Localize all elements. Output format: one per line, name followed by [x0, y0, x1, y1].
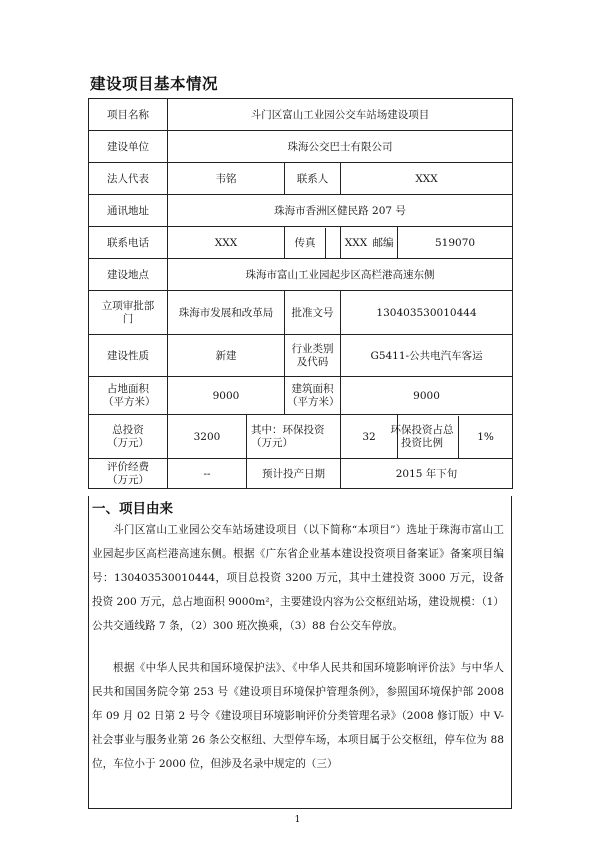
paragraph: 斗门区富山工业园公交车站场建设项目（以下简称“本项目”）选址于珠海市富山工业园起步区高栏港高速东侧。根据《广东省企业基本建设投资项目备案证》备案项目编号：130403530010444，项目总投资 3200 万元，其中土建投资 3000 万元，设备投资 200 万元，总占地面积 9000m²，主要建设内容为公交枢纽站场，建设规模：（1）公共交通线路 7 条，（2）300 班次换乘，（3）88 台公交车停放。 — [92, 524, 505, 632]
table-row — [89, 195, 513, 227]
building-area-label: 建筑面积（平方米） — [285, 377, 341, 415]
env-invest-value: 32 — [341, 415, 398, 459]
project-name-label: 项目名称 — [89, 99, 168, 131]
table-row — [89, 335, 513, 377]
unit-label: 建设单位 — [89, 131, 168, 163]
project-info-table — [88, 98, 513, 489]
fax-label: 传真 — [285, 228, 326, 258]
operation-date-value: 2015 年下旬 — [341, 459, 513, 489]
contact-value: XXX — [341, 163, 513, 195]
approval-dept-value: 珠海市发展和改革局 — [168, 291, 285, 335]
fax-cell — [285, 227, 368, 259]
approval-no-value: 130403530010444 — [341, 291, 513, 335]
table-row — [89, 377, 513, 415]
env-ratio-value: 1% — [477, 430, 494, 443]
paragraph: 根据《中华人民共和国环境保护法》、《中华人民共和国环境影响评价法》与中华人民共和国国务院令第 253 号《建设项目环境保护管理条例》，参照国环境保护部 2008 年 09 月 02 日第 2 号令《建设项目环境影响评价分类管理名录》（2008 修订版）中 V-社会事业与服务业第 26 条公交枢纽、大型停车场，本项目属于公交枢纽，停车位为 88 位，车位小于 2000 位，但涉及名录中规定的（三） — [92, 662, 504, 770]
eval-fee-value: -- — [168, 459, 247, 489]
table-row — [89, 131, 513, 163]
legal-rep-value: 韦铭 — [168, 163, 285, 195]
project-name-value: 斗门区富山工业园公交车站场建设项目 — [168, 99, 513, 131]
total-invest-label: 总投资（万元） — [89, 415, 168, 459]
fax-value: XXX — [344, 236, 368, 249]
table-row — [89, 163, 513, 195]
table-row — [89, 415, 513, 459]
site-value: 珠海市富山工业园起步区高栏港高速东侧 — [168, 259, 513, 291]
page-number: 1 — [294, 815, 301, 825]
postcode-value: 519070 — [398, 227, 513, 259]
page-title: 建设项目基本情况 — [90, 75, 219, 93]
approval-dept-label: 立项审批部门 — [89, 291, 168, 335]
contact-label: 联系人 — [285, 163, 341, 195]
env-invest-label: 其中：环保投资（万元） — [247, 415, 341, 459]
nature-value: 新建 — [168, 335, 285, 377]
postcode-label: 邮编 — [341, 227, 398, 259]
table-row — [89, 291, 513, 335]
table-row — [89, 259, 513, 291]
address-label: 通讯地址 — [89, 195, 168, 227]
nature-label: 建设性质 — [89, 335, 168, 377]
land-area-value: 9000 — [168, 377, 285, 415]
address-value: 珠海市香洲区健民路 207 号 — [168, 195, 513, 227]
total-invest-value: 3200 — [168, 415, 247, 459]
operation-date-label: 预计投产日期 — [247, 459, 341, 489]
legal-rep-label: 法人代表 — [89, 163, 168, 195]
building-area-value: 9000 — [341, 377, 513, 415]
table-row — [89, 459, 513, 489]
table-row — [89, 227, 513, 259]
eval-fee-label: 评价经费（万元） — [89, 459, 168, 489]
phone-value: XXX — [168, 227, 285, 259]
industry-label: 行业类别及代码 — [285, 335, 341, 377]
approval-no-label: 批准文号 — [285, 291, 341, 335]
section-heading: 一、项目由来 — [92, 501, 173, 517]
industry-value: G5411-公共电汽车客运 — [341, 335, 513, 377]
unit-value: 珠海公交巴士有限公司 — [168, 131, 513, 163]
land-area-label: 占地面积（平方米） — [89, 377, 168, 415]
table-row — [89, 99, 513, 131]
site-label: 建设地点 — [89, 259, 168, 291]
phone-label: 联系电话 — [89, 227, 168, 259]
env-ratio-label: 环保投资占总投资比例 — [386, 416, 459, 458]
